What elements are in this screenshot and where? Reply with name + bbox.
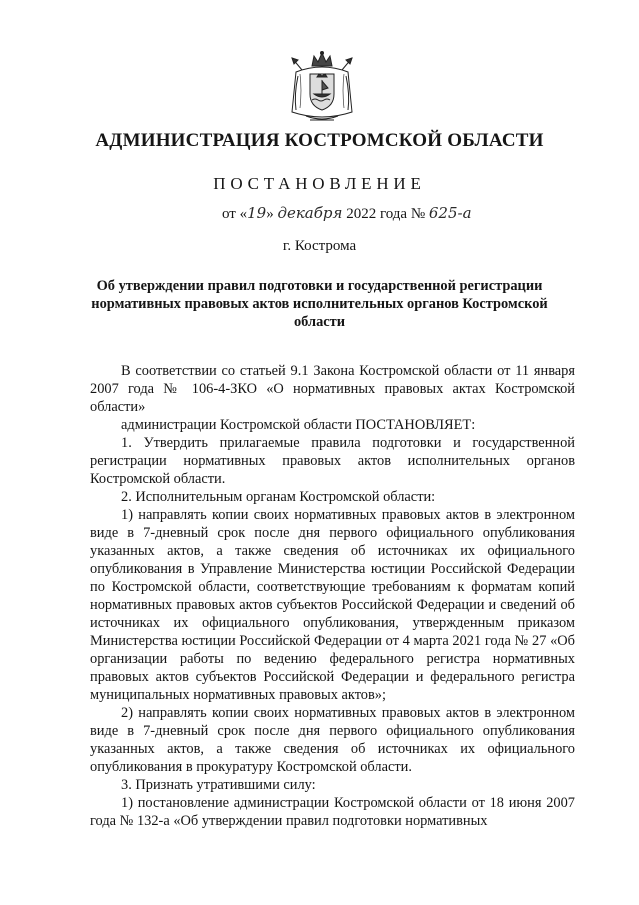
paragraph-item-1: 1. Утвердить прилагаемые правила подготовки и государственной регистрации нормативных правовых актов исполнительных органов Костромской области. (90, 435, 575, 487)
date-mid: » (266, 206, 278, 222)
date-day-handwritten: 19 (247, 204, 267, 222)
date-month-handwritten: декабря (277, 204, 343, 222)
paragraph-item-2: 2. Исполнительным органам Костромской области: (121, 489, 436, 505)
document-number-handwritten: 625-а (428, 204, 472, 222)
paragraph-preamble: В соответствии со статьей 9.1 Закона Костромской области от 11 января 2007 года № 106-4-ЗКО «О нормативных правовых актах Костромской области» (90, 363, 575, 415)
coat-of-arms-emblem (288, 50, 356, 126)
paragraph-item-3: 3. Признать утратившими силу: (121, 777, 316, 793)
paragraph-item-3-1: 1) постановление администрации Костромской области от 18 июня 2007 года № 132-а «Об утверждении правил подготовки нормативных (90, 795, 575, 829)
paragraph-item-2-2: 2) направлять копии своих нормативных правовых актов в электронном виде в 7-дневный срок после дня первого официального опубликования указанных актов, а также сведения об источниках их официального опубликования в прокуратуру Костромской области. (90, 705, 575, 775)
date-prefix: от « (222, 206, 248, 222)
city-line: г. Кострома (282, 238, 357, 254)
paragraph-item-2-1: 1) направлять копии своих нормативных правовых актов в электронном виде в 7-дневный срок после дня первого официального опубликования указанных актов, а также сведения об источниках их официального опубликования в Управление Министерства юстиции Российской Федерации по Костромской области, соответствующие требованиям к форматам копий нормативных правовых актов субъектов Российской Федерации и сведений об источниках их официального опубликования, утвержденным приказом Министерства юстиции Российской Федерации от 4 марта 2021 года № 27 «Об организации работы по ведению федерального регистра нормативных правовых актов субъектов Российской Федерации и федерального регистра муниципальных нормативных правовых актов»; (90, 507, 575, 703)
document-date-line (222, 204, 472, 223)
document-body (90, 362, 575, 830)
paragraph-resolves: администрации Костромской области ПОСТАНОВЛЯЕТ: (121, 417, 476, 433)
date-year: 2022 года № (342, 206, 429, 222)
organization-title: АДМИНИСТРАЦИЯ КОСТРОМСКОЙ ОБЛАСТИ (95, 130, 544, 151)
document-subject: Об утверждении правил подготовки и государственной регистрации нормативных правовых актов исполнительных органов Костромской области (91, 278, 548, 330)
document-type: ПОСТАНОВЛЕНИЕ (213, 174, 426, 193)
